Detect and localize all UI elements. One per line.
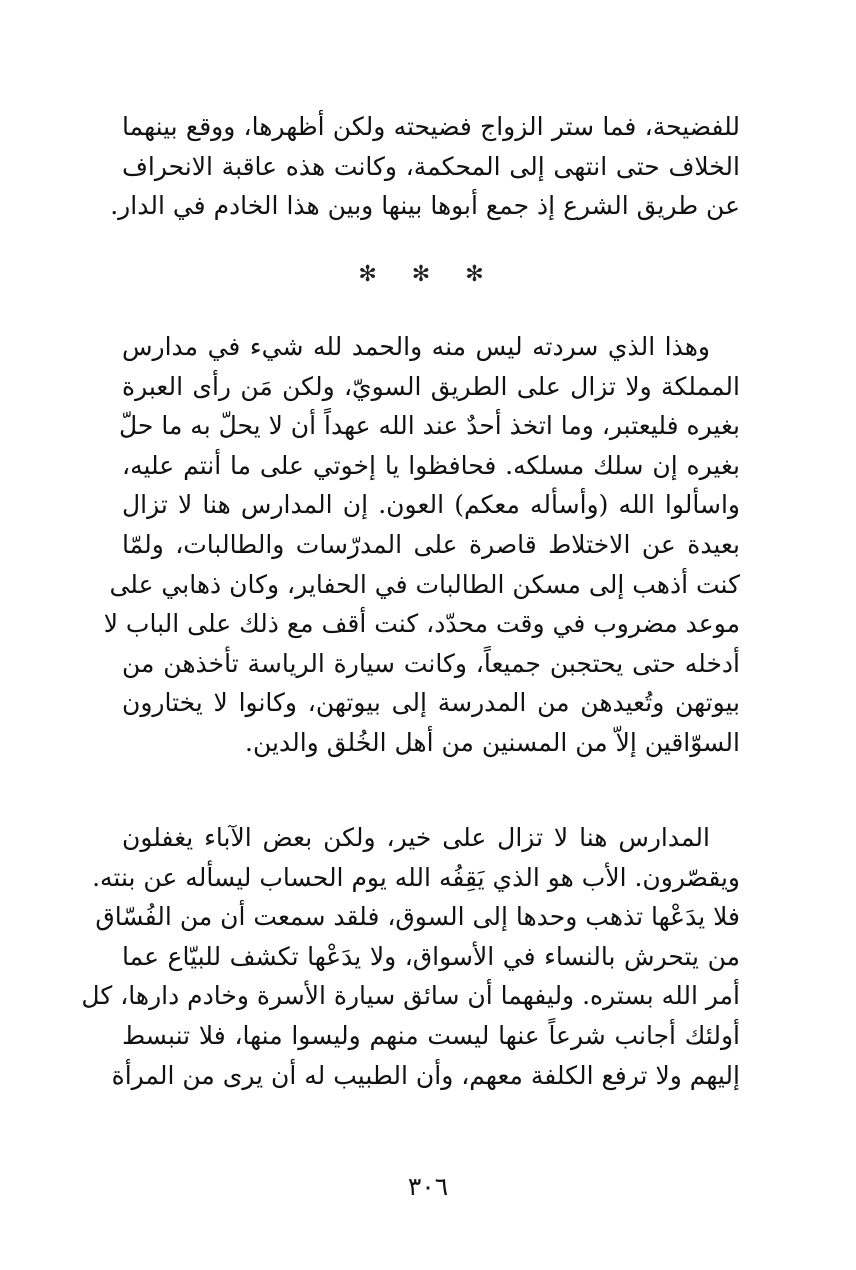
text-line: موعد مضروب في وقت محدّد، كنت أقف مع ذلك على الباب لا bbox=[103, 609, 740, 639]
text-line: الخلاف حتى انتهى إلى المحكمة، وكانت هذه عاقبة الانحراف bbox=[122, 151, 740, 181]
text-line: ويقصّرون. الأب هو الذي يَقِفُه الله يوم الحساب ليسأله عن بنته. bbox=[92, 862, 740, 892]
page-number: ٣٠٦ bbox=[407, 1172, 449, 1201]
text-line: السوّاقين إلاّ من المسنين من أهل الخُلق والدين. bbox=[245, 727, 740, 757]
paragraph-2 bbox=[103, 327, 740, 763]
text-line: كنت أذهب إلى مسكن الطالبات في الحفاير، وكان ذهابي على bbox=[109, 569, 740, 599]
paragraph-1 bbox=[110, 107, 740, 226]
text-line: بغيره فليعتبر، وما اتخذ أحدٌ عند الله عهداً أن لا يحلّ به ما حلّ bbox=[119, 411, 740, 441]
text-line: إليهم ولا ترفع الكلفة معهم، وأن الطبيب له أن يرى من المرأة bbox=[111, 1060, 740, 1090]
text-line: واسألوا الله (وأسأله معكم) العون. إن المدارس هنا لا تزال bbox=[122, 490, 740, 520]
text-line: فلا يدَعْها تذهب وحدها إلى السوق، فلقد سمعت أن من الفُسّاق bbox=[95, 902, 740, 932]
text-line: وهذا الذي سردته ليس منه والحمد لله شيء في مدارس bbox=[122, 332, 710, 361]
text-line: بيوتهن وتُعيدهن من المدرسة إلى بيوتهن، وكانوا لا يختارون bbox=[122, 688, 740, 718]
text-line: المملكة ولا تزال على الطريق السويّ، ولكن مَن رأى العبرة bbox=[122, 371, 740, 401]
text-line: بغيره إن سلك مسلكه. فحافظوا يا إخوتي على ما أنتم عليه، bbox=[122, 450, 740, 480]
paragraph-3 bbox=[81, 818, 740, 1095]
text-line: عن طريق الشرع إذ جمع أبوها بينها وبين هذا الخادم في الدار. bbox=[110, 191, 740, 221]
text-line: بعيدة عن الاختلاط قاصرة على المدرّسات والطالبات، ولمّا bbox=[122, 529, 740, 559]
text-line: أمر الله بستره. وليفهما أن سائق سيارة الأسرة وخادم دارها، كل bbox=[81, 981, 740, 1011]
text-line: المدارس هنا لا تزال على خير، ولكن بعض الآباء يغفلون bbox=[122, 823, 710, 852]
text-line: أولئك أجانب شرعاً عنها ليست منهم وليسوا منها، فلا تنبسط bbox=[122, 1020, 740, 1050]
text-line: أدخله حتى يحتجبن جميعاً، وكانت سيارة الرياسة تأخذهن من bbox=[122, 648, 740, 678]
text-line: من يتحرش بالنساء في الأسواق، ولا يدَعْها تكشف للبيّاع عما bbox=[122, 941, 740, 971]
section-separator: ✻ ✻ ✻ bbox=[358, 262, 498, 287]
text-line: للفضيحة، فما ستر الزواج فضيحته ولكن أظهرها، ووقع بينهما bbox=[122, 112, 740, 141]
